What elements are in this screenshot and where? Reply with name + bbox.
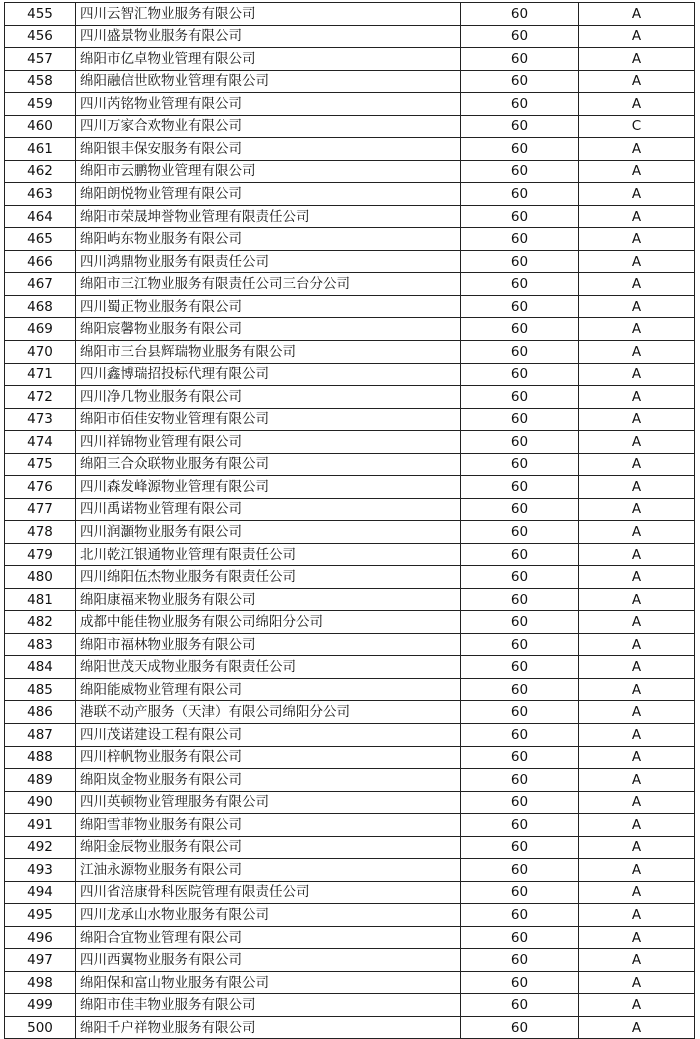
company-name-cell: 四川万家合欢物业有限公司 <box>76 115 461 138</box>
table-row <box>5 228 695 251</box>
grade-cell: A <box>579 926 695 949</box>
row-number-cell: 488 <box>5 746 76 769</box>
row-number-cell: 483 <box>5 633 76 656</box>
row-number-cell: 456 <box>5 25 76 48</box>
grade-cell: A <box>579 1016 695 1039</box>
table-row <box>5 926 695 949</box>
table-row <box>5 70 695 93</box>
grade-cell: A <box>579 318 695 341</box>
row-number-cell: 463 <box>5 183 76 206</box>
table-row <box>5 205 695 228</box>
row-number-cell: 464 <box>5 205 76 228</box>
grade-cell: A <box>579 363 695 386</box>
row-number-cell: 465 <box>5 228 76 251</box>
table-row <box>5 836 695 859</box>
grade-cell: A <box>579 724 695 747</box>
grade-cell: A <box>579 498 695 521</box>
table-row <box>5 543 695 566</box>
row-number-cell: 489 <box>5 769 76 792</box>
row-number-cell: 460 <box>5 115 76 138</box>
grade-cell: A <box>579 836 695 859</box>
company-name-cell: 江油永源物业服务有限公司 <box>76 859 461 882</box>
score-cell: 60 <box>461 971 579 994</box>
company-name-cell: 绵阳市亿卓物业管理有限公司 <box>76 48 461 71</box>
table-row <box>5 3 695 26</box>
table-row <box>5 904 695 927</box>
table-row <box>5 678 695 701</box>
grade-cell: A <box>579 746 695 769</box>
grade-cell: A <box>579 814 695 837</box>
grade-cell: A <box>579 881 695 904</box>
grade-cell: A <box>579 791 695 814</box>
grade-cell: A <box>579 678 695 701</box>
grade-cell: A <box>579 431 695 454</box>
company-name-cell: 四川龙承山水物业服务有限公司 <box>76 904 461 927</box>
row-number-cell: 500 <box>5 1016 76 1039</box>
company-name-cell: 绵阳市佳丰物业服务有限公司 <box>76 994 461 1017</box>
company-name-cell: 绵阳市云鹏物业管理有限公司 <box>76 160 461 183</box>
row-number-cell: 455 <box>5 3 76 26</box>
table-row <box>5 521 695 544</box>
table-row <box>5 994 695 1017</box>
table-row <box>5 25 695 48</box>
score-cell: 60 <box>461 543 579 566</box>
row-number-cell: 471 <box>5 363 76 386</box>
row-number-cell: 498 <box>5 971 76 994</box>
company-name-cell: 四川禹诺物业管理有限公司 <box>76 498 461 521</box>
company-name-cell: 绵阳保和富山物业服务有限公司 <box>76 971 461 994</box>
score-cell: 60 <box>461 566 579 589</box>
score-cell: 60 <box>461 994 579 1017</box>
row-number-cell: 487 <box>5 724 76 747</box>
row-number-cell: 486 <box>5 701 76 724</box>
row-number-cell: 481 <box>5 588 76 611</box>
row-number-cell: 461 <box>5 138 76 161</box>
grade-cell: A <box>579 205 695 228</box>
table-row <box>5 498 695 521</box>
table-row <box>5 859 695 882</box>
row-number-cell: 458 <box>5 70 76 93</box>
row-number-cell: 468 <box>5 295 76 318</box>
row-number-cell: 497 <box>5 949 76 972</box>
table-row <box>5 453 695 476</box>
company-name-cell: 绵阳市荣晟坤誉物业管理有限责任公司 <box>76 205 461 228</box>
score-cell: 60 <box>461 588 579 611</box>
score-cell: 60 <box>461 70 579 93</box>
table-row <box>5 295 695 318</box>
score-cell: 60 <box>461 498 579 521</box>
company-name-cell: 绵阳康福来物业服务有限公司 <box>76 588 461 611</box>
row-number-cell: 477 <box>5 498 76 521</box>
table-row <box>5 93 695 116</box>
row-number-cell: 474 <box>5 431 76 454</box>
score-cell: 60 <box>461 205 579 228</box>
company-name-cell: 绵阳岚金物业服务有限公司 <box>76 769 461 792</box>
table-row <box>5 724 695 747</box>
company-name-cell: 绵阳三合众联物业服务有限公司 <box>76 453 461 476</box>
score-cell: 60 <box>461 949 579 972</box>
score-cell: 60 <box>461 814 579 837</box>
company-name-cell: 绵阳银丰保安服务有限公司 <box>76 138 461 161</box>
row-number-cell: 478 <box>5 521 76 544</box>
grade-cell: A <box>579 138 695 161</box>
grade-cell: C <box>579 115 695 138</box>
grade-cell: A <box>579 70 695 93</box>
grade-cell: A <box>579 904 695 927</box>
score-cell: 60 <box>461 250 579 273</box>
company-name-cell: 绵阳朗悦物业管理有限公司 <box>76 183 461 206</box>
company-name-cell: 四川净几物业服务有限公司 <box>76 386 461 409</box>
grade-cell: A <box>579 273 695 296</box>
row-number-cell: 491 <box>5 814 76 837</box>
grade-cell: A <box>579 476 695 499</box>
score-cell: 60 <box>461 633 579 656</box>
company-name-cell: 绵阳融信世欧物业管理有限公司 <box>76 70 461 93</box>
row-number-cell: 485 <box>5 678 76 701</box>
grade-cell: A <box>579 994 695 1017</box>
company-name-cell: 四川祥锦物业管理有限公司 <box>76 431 461 454</box>
table-row <box>5 971 695 994</box>
grade-cell: A <box>579 701 695 724</box>
company-name-cell: 四川蜀正物业服务有限公司 <box>76 295 461 318</box>
grade-cell: A <box>579 588 695 611</box>
score-cell: 60 <box>461 476 579 499</box>
row-number-cell: 476 <box>5 476 76 499</box>
score-cell: 60 <box>461 1016 579 1039</box>
score-cell: 60 <box>461 611 579 634</box>
row-number-cell: 466 <box>5 250 76 273</box>
score-cell: 60 <box>461 701 579 724</box>
grade-cell: A <box>579 295 695 318</box>
table-row <box>5 476 695 499</box>
grade-cell: A <box>579 48 695 71</box>
row-number-cell: 495 <box>5 904 76 927</box>
table-row <box>5 611 695 634</box>
company-name-cell: 绵阳宸馨物业服务有限公司 <box>76 318 461 341</box>
row-number-cell: 470 <box>5 340 76 363</box>
grade-cell: A <box>579 160 695 183</box>
score-cell: 60 <box>461 836 579 859</box>
score-cell: 60 <box>461 115 579 138</box>
table-row <box>5 318 695 341</box>
company-name-cell: 四川森发峰源物业管理有限公司 <box>76 476 461 499</box>
score-cell: 60 <box>461 318 579 341</box>
row-number-cell: 467 <box>5 273 76 296</box>
company-name-cell: 四川盛景物业服务有限公司 <box>76 25 461 48</box>
rating-table-container <box>4 2 694 1039</box>
table-row <box>5 566 695 589</box>
grade-cell: A <box>579 228 695 251</box>
score-cell: 60 <box>461 746 579 769</box>
row-number-cell: 469 <box>5 318 76 341</box>
score-cell: 60 <box>461 521 579 544</box>
score-cell: 60 <box>461 273 579 296</box>
table-row <box>5 769 695 792</box>
company-name-cell: 四川鑫博瑞招投标代理有限公司 <box>76 363 461 386</box>
row-number-cell: 472 <box>5 386 76 409</box>
table-row <box>5 160 695 183</box>
company-name-cell: 绵阳能威物业管理有限公司 <box>76 678 461 701</box>
score-cell: 60 <box>461 904 579 927</box>
row-number-cell: 490 <box>5 791 76 814</box>
score-cell: 60 <box>461 724 579 747</box>
grade-cell: A <box>579 408 695 431</box>
grade-cell: A <box>579 3 695 26</box>
grade-cell: A <box>579 543 695 566</box>
table-row <box>5 791 695 814</box>
table-row <box>5 746 695 769</box>
table-row <box>5 183 695 206</box>
grade-cell: A <box>579 566 695 589</box>
table-row <box>5 881 695 904</box>
score-cell: 60 <box>461 48 579 71</box>
grade-cell: A <box>579 949 695 972</box>
score-cell: 60 <box>461 340 579 363</box>
grade-cell: A <box>579 250 695 273</box>
grade-cell: A <box>579 453 695 476</box>
company-name-cell: 港联不动产服务（天津）有限公司绵阳分公司 <box>76 701 461 724</box>
grade-cell: A <box>579 656 695 679</box>
company-name-cell: 绵阳屿东物业服务有限公司 <box>76 228 461 251</box>
company-name-cell: 四川鸿鼎物业服务有限责任公司 <box>76 250 461 273</box>
company-name-cell: 北川乾江银通物业管理有限责任公司 <box>76 543 461 566</box>
score-cell: 60 <box>461 93 579 116</box>
score-cell: 60 <box>461 656 579 679</box>
company-name-cell: 四川云智汇物业服务有限公司 <box>76 3 461 26</box>
table-row <box>5 588 695 611</box>
score-cell: 60 <box>461 363 579 386</box>
company-name-cell: 绵阳市福林物业服务有限公司 <box>76 633 461 656</box>
company-name-cell: 绵阳金辰物业服务有限公司 <box>76 836 461 859</box>
company-name-cell: 绵阳市三江物业服务有限责任公司三台分公司 <box>76 273 461 296</box>
score-cell: 60 <box>461 386 579 409</box>
row-number-cell: 493 <box>5 859 76 882</box>
grade-cell: A <box>579 25 695 48</box>
grade-cell: A <box>579 386 695 409</box>
table-row <box>5 340 695 363</box>
rating-table-body <box>5 3 695 1039</box>
company-name-cell: 四川西翼物业服务有限公司 <box>76 949 461 972</box>
company-name-cell: 四川润灝物业服务有限公司 <box>76 521 461 544</box>
table-row <box>5 814 695 837</box>
company-name-cell: 四川省涪康骨科医院管理有限责任公司 <box>76 881 461 904</box>
grade-cell: A <box>579 859 695 882</box>
grade-cell: A <box>579 521 695 544</box>
grade-cell: A <box>579 971 695 994</box>
company-name-cell: 四川芮铭物业管理有限公司 <box>76 93 461 116</box>
score-cell: 60 <box>461 791 579 814</box>
row-number-cell: 492 <box>5 836 76 859</box>
company-name-cell: 绵阳市佰佳安物业管理有限公司 <box>76 408 461 431</box>
row-number-cell: 457 <box>5 48 76 71</box>
company-name-cell: 四川梓帆物业服务有限公司 <box>76 746 461 769</box>
row-number-cell: 494 <box>5 881 76 904</box>
grade-cell: A <box>579 633 695 656</box>
score-cell: 60 <box>461 769 579 792</box>
score-cell: 60 <box>461 408 579 431</box>
table-row <box>5 701 695 724</box>
company-name-cell: 四川茂诺建设工程有限公司 <box>76 724 461 747</box>
score-cell: 60 <box>461 138 579 161</box>
company-name-cell: 四川英顿物业管理服务有限公司 <box>76 791 461 814</box>
row-number-cell: 480 <box>5 566 76 589</box>
table-row <box>5 949 695 972</box>
row-number-cell: 473 <box>5 408 76 431</box>
table-row <box>5 48 695 71</box>
company-name-cell: 绵阳千户祥物业服务有限公司 <box>76 1016 461 1039</box>
company-name-cell: 绵阳世茂天成物业服务有限责任公司 <box>76 656 461 679</box>
table-row <box>5 656 695 679</box>
score-cell: 60 <box>461 859 579 882</box>
score-cell: 60 <box>461 25 579 48</box>
table-row <box>5 633 695 656</box>
company-name-cell: 绵阳合宜物业管理有限公司 <box>76 926 461 949</box>
company-name-cell: 绵阳市三台县辉瑞物业服务有限公司 <box>76 340 461 363</box>
score-cell: 60 <box>461 228 579 251</box>
grade-cell: A <box>579 340 695 363</box>
rating-table <box>4 2 695 1039</box>
grade-cell: A <box>579 93 695 116</box>
company-name-cell: 绵阳雪菲物业服务有限公司 <box>76 814 461 837</box>
table-row <box>5 138 695 161</box>
table-row <box>5 363 695 386</box>
score-cell: 60 <box>461 926 579 949</box>
score-cell: 60 <box>461 453 579 476</box>
row-number-cell: 459 <box>5 93 76 116</box>
score-cell: 60 <box>461 881 579 904</box>
table-row <box>5 273 695 296</box>
table-row <box>5 115 695 138</box>
grade-cell: A <box>579 183 695 206</box>
grade-cell: A <box>579 769 695 792</box>
score-cell: 60 <box>461 431 579 454</box>
row-number-cell: 479 <box>5 543 76 566</box>
table-row <box>5 386 695 409</box>
company-name-cell: 四川绵阳伍杰物业服务有限责任公司 <box>76 566 461 589</box>
row-number-cell: 482 <box>5 611 76 634</box>
row-number-cell: 475 <box>5 453 76 476</box>
table-row <box>5 408 695 431</box>
score-cell: 60 <box>461 295 579 318</box>
score-cell: 60 <box>461 183 579 206</box>
score-cell: 60 <box>461 678 579 701</box>
score-cell: 60 <box>461 160 579 183</box>
row-number-cell: 462 <box>5 160 76 183</box>
table-row <box>5 431 695 454</box>
table-row <box>5 250 695 273</box>
row-number-cell: 484 <box>5 656 76 679</box>
row-number-cell: 496 <box>5 926 76 949</box>
company-name-cell: 成都中能佳物业服务有限公司绵阳分公司 <box>76 611 461 634</box>
grade-cell: A <box>579 611 695 634</box>
row-number-cell: 499 <box>5 994 76 1017</box>
score-cell: 60 <box>461 3 579 26</box>
